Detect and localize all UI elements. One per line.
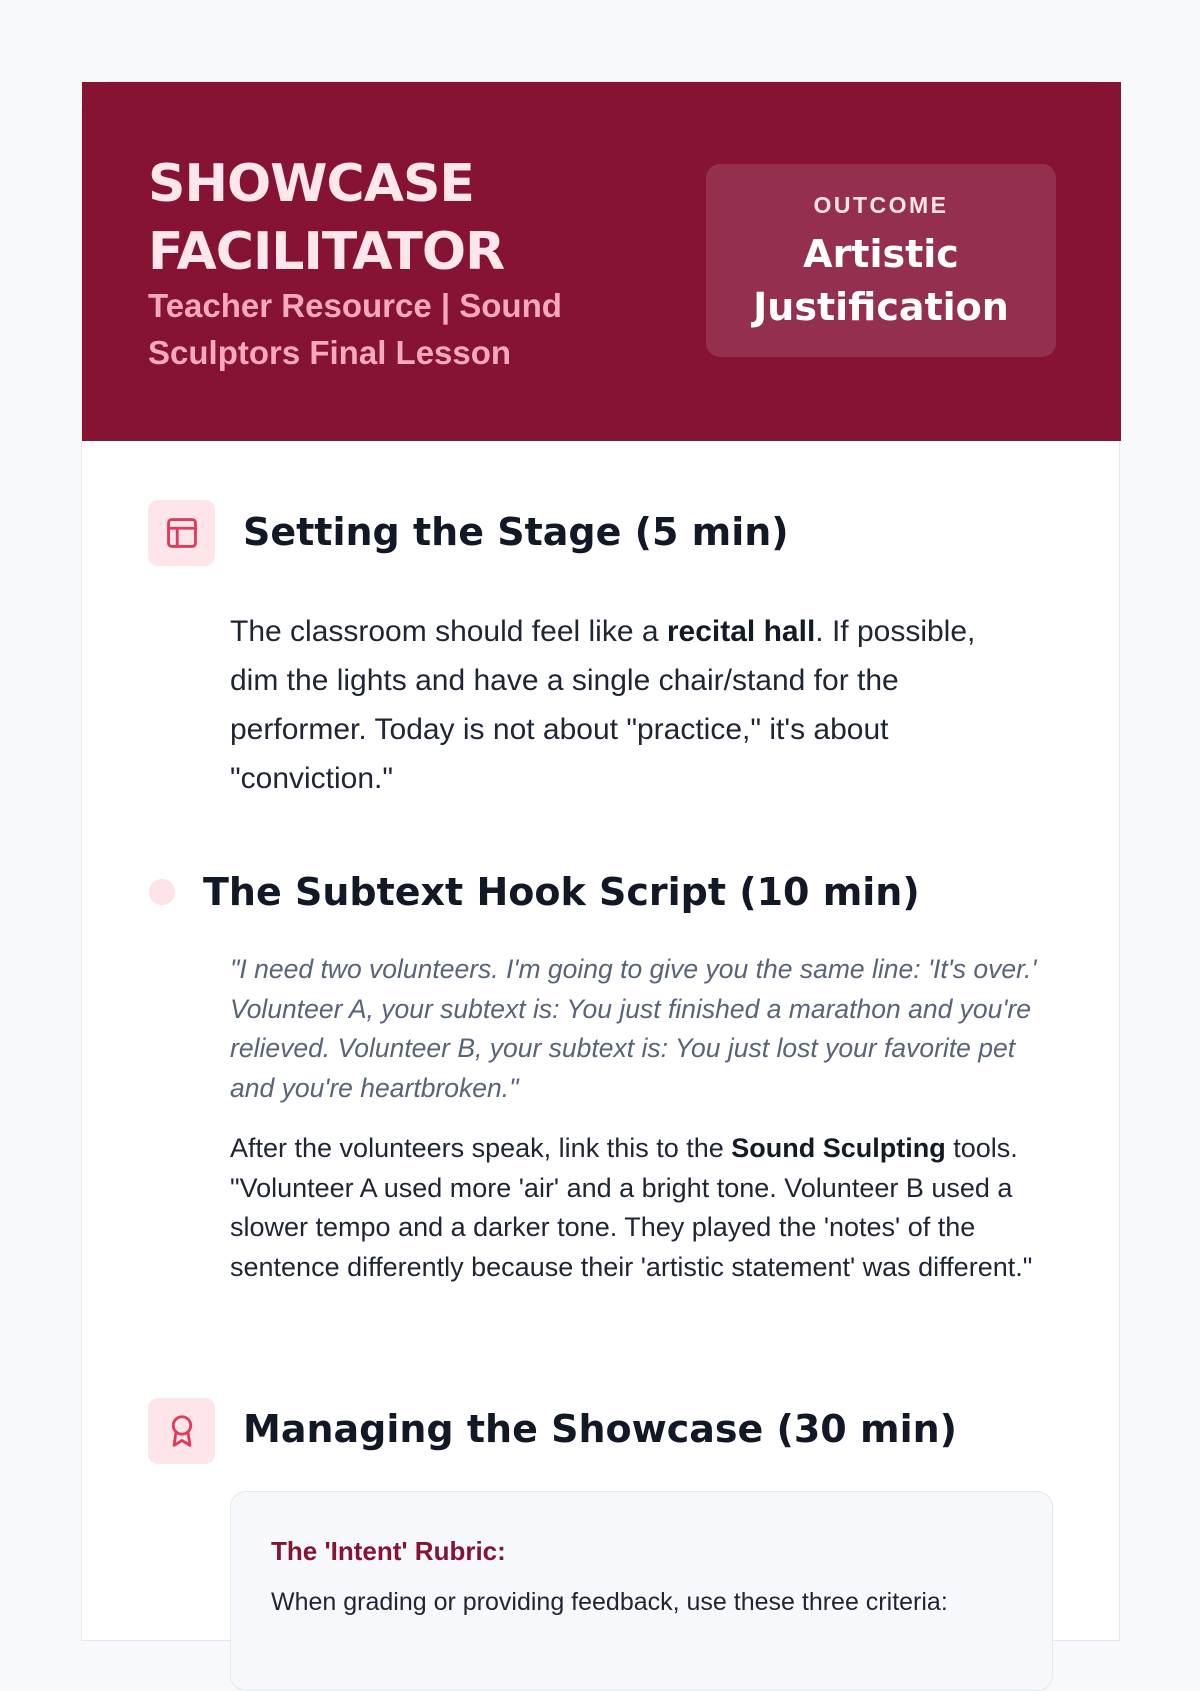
section-bullet-dot	[149, 879, 175, 905]
layout-icon	[148, 500, 215, 566]
rubric-callout	[230, 1491, 1053, 1691]
award-icon	[148, 1398, 215, 1464]
para-text: tools. "Volunteer A used more 'air' and a bright tone. Volunteer B used a slower tempo and a darker tone. They played the 'notes' of the sentence differently because their 'artistic statement' was different."	[230, 1133, 1033, 1282]
header-banner	[82, 82, 1121, 441]
setting-stage-paragraph	[230, 607, 1020, 803]
para-bold-text: recital hall	[666, 615, 816, 648]
para-text: After the volunteers speak, link this to the	[230, 1133, 732, 1163]
para-text: . If possible, dim the lights and have a single chair/stand for the performer. Today is not about "practice," it's about "conviction."	[230, 615, 976, 795]
hook-script-paragraph	[230, 1129, 1050, 1287]
rubric-title: The 'Intent' Rubric:	[271, 1536, 506, 1566]
para-text: The classroom should feel like a	[230, 615, 667, 648]
page-title	[148, 150, 628, 286]
title-line-1: SHOWCASE	[148, 154, 474, 214]
section-heading-managing-showcase: Managing the Showcase (30 min)	[243, 1407, 958, 1451]
rubric-text: When grading or providing feedback, use these three criteria:	[271, 1588, 948, 1616]
section-heading-setting-stage: Setting the Stage (5 min)	[243, 510, 789, 554]
page-subtitle: Teacher Resource | Sound Sculptors Final Lesson	[148, 287, 562, 371]
hook-script-quote: "I need two volunteers. I'm going to give you the same line: 'It's over.' Volunteer A, your subtext is: You just finished a marathon and you're relieved. Volunteer B, your subtext is: You just lost your favorite pet and you're heartbroken."	[230, 954, 1037, 1103]
lesson-card	[81, 81, 1120, 1641]
title-line-2: FACILITATOR	[148, 222, 505, 282]
outcome-value: Artistic Justification	[753, 232, 1009, 329]
section-heading-subtext-hook: The Subtext Hook Script (10 min)	[203, 870, 920, 914]
outcome-badge	[706, 164, 1056, 357]
outcome-label: OUTCOME	[813, 192, 949, 218]
para-bold-text: Sound Sculpting	[731, 1133, 946, 1163]
